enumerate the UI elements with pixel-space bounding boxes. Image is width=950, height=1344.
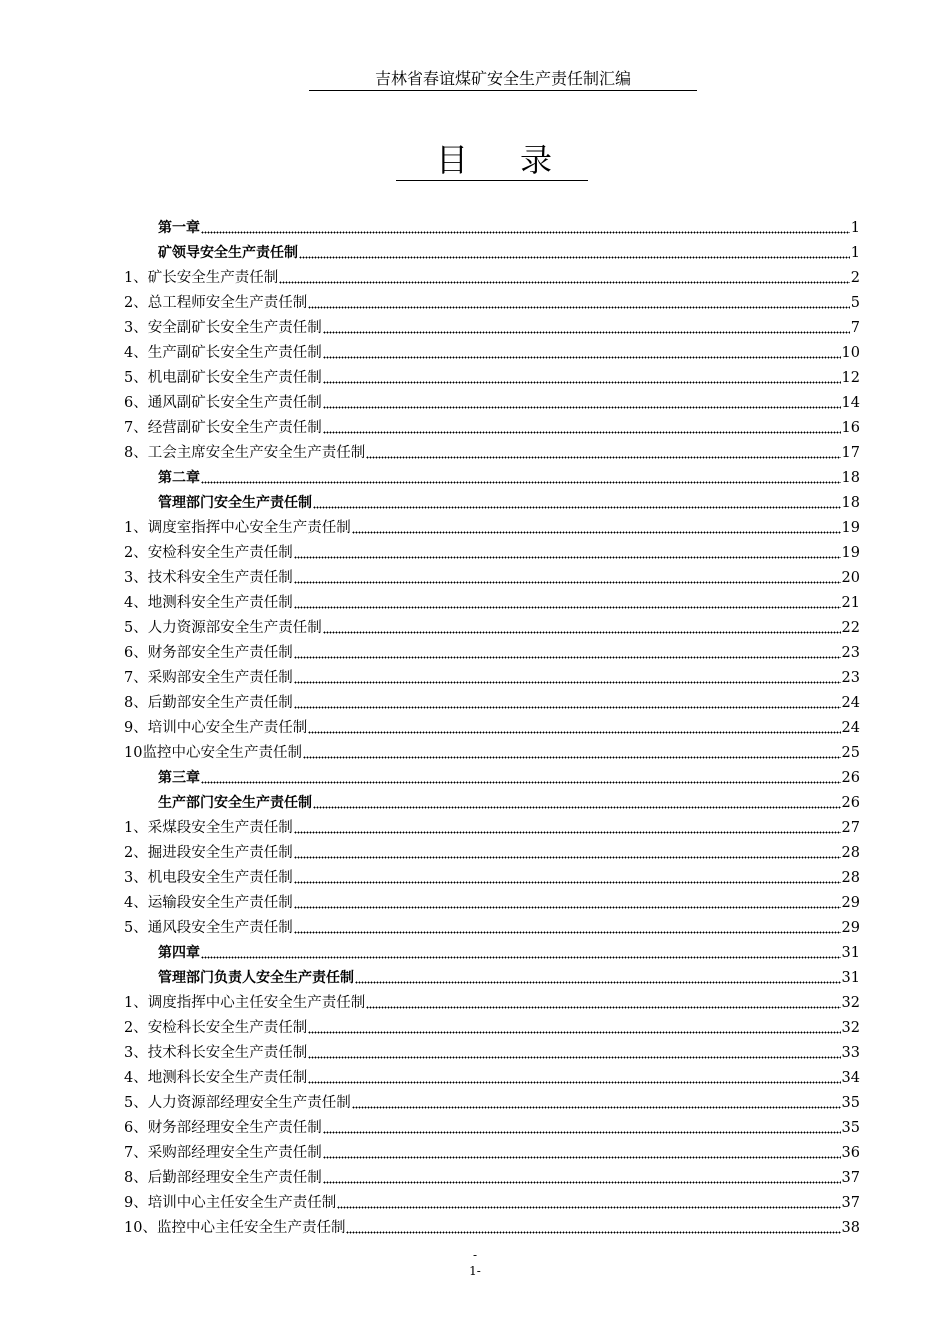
dot-leader xyxy=(323,428,841,434)
dot-leader xyxy=(308,728,840,734)
toc-entry[interactable] xyxy=(124,566,860,591)
dot-leader xyxy=(323,328,850,334)
toc-chapter-entry[interactable] xyxy=(124,966,860,991)
toc-entry-page-number: 31 xyxy=(841,970,860,986)
toc-entry-page-number: 27 xyxy=(841,820,860,836)
dot-leader xyxy=(201,778,841,784)
toc-entry[interactable] xyxy=(124,1066,860,1091)
toc-entry-page-number: 26 xyxy=(841,770,860,786)
toc-entry[interactable] xyxy=(124,266,860,291)
toc-entry-page-number: 26 xyxy=(841,795,860,811)
page-number: 1- xyxy=(469,1264,481,1278)
dot-leader xyxy=(303,753,841,759)
dot-leader xyxy=(366,1003,840,1009)
toc-entry-page-number: 18 xyxy=(841,495,860,511)
dot-leader xyxy=(323,403,841,409)
page-header-title: 吉林省春谊煤矿安全生产责任制汇编 xyxy=(309,68,697,91)
toc-entry-page-number: 34 xyxy=(841,1070,860,1086)
toc-entry-page-number: 28 xyxy=(841,845,860,861)
toc-entry[interactable] xyxy=(124,1191,860,1216)
toc-entry-text: 2、安检科安全生产责任制 xyxy=(124,545,293,561)
toc-entry-text: 5、人力资源部经理安全生产责任制 xyxy=(124,1095,351,1111)
dot-leader xyxy=(346,1228,840,1234)
toc-entry-text: 5、通风段安全生产责任制 xyxy=(124,920,293,936)
toc-entry-page-number: 20 xyxy=(841,570,860,586)
toc-chapter-entry[interactable] xyxy=(124,941,860,966)
toc-chapter-entry[interactable] xyxy=(124,766,860,791)
toc-title-char-2: 录 xyxy=(520,141,553,179)
toc-entry-text: 8、后勤部安全生产责任制 xyxy=(124,695,293,711)
dot-leader xyxy=(294,828,841,834)
toc-entry[interactable] xyxy=(124,816,860,841)
toc-entry-text: 2、掘进段安全生产责任制 xyxy=(124,845,293,861)
dot-leader xyxy=(294,578,841,584)
toc-entry-page-number: 23 xyxy=(841,670,860,686)
toc-entry-text: 1、调度指挥中心主任安全生产责任制 xyxy=(124,995,366,1011)
toc-entry-page-number: 18 xyxy=(841,470,860,486)
dot-leader xyxy=(308,1053,840,1059)
dot-leader xyxy=(355,978,841,984)
toc-entry[interactable] xyxy=(124,366,860,391)
dot-leader xyxy=(323,1153,841,1159)
toc-entry-text: 5、人力资源部安全生产责任制 xyxy=(124,620,322,636)
toc-entry-page-number: 10 xyxy=(841,345,860,361)
dot-leader xyxy=(294,603,841,609)
toc-entry[interactable] xyxy=(124,316,860,341)
toc-entry[interactable] xyxy=(124,866,860,891)
toc-entry-text: 9、培训中心安全生产责任制 xyxy=(124,720,308,736)
toc-entry-text: 管理部门负责人安全生产责任制 xyxy=(158,970,354,986)
toc-entry-text: 3、技术科长安全生产责任制 xyxy=(124,1045,308,1061)
toc-entry-page-number: 25 xyxy=(841,745,860,761)
toc-entry-text: 8、后勤部经理安全生产责任制 xyxy=(124,1170,322,1186)
toc-title xyxy=(396,140,588,181)
toc-entry-page-number: 24 xyxy=(841,695,860,711)
toc-entry-page-number: 35 xyxy=(841,1120,860,1136)
dot-leader xyxy=(294,903,841,909)
dot-leader xyxy=(337,1203,840,1209)
toc-entry[interactable] xyxy=(124,1016,860,1041)
toc-entry-text: 3、安全副矿长安全生产责任制 xyxy=(124,320,322,336)
toc-entry-page-number: 1 xyxy=(850,245,860,261)
dot-leader xyxy=(294,878,841,884)
toc-entry-page-number: 1 xyxy=(850,220,860,236)
toc-entry[interactable] xyxy=(124,516,860,541)
toc-entry[interactable] xyxy=(124,916,860,941)
toc-entry-text: 2、安检科长安全生产责任制 xyxy=(124,1020,308,1036)
toc-entry[interactable] xyxy=(124,991,860,1016)
toc-entry-text: 10监控中心安全生产责任制 xyxy=(124,745,302,761)
toc-entry[interactable] xyxy=(124,1041,860,1066)
toc-entry-text: 8、工会主席安全生产安全生产责任制 xyxy=(124,445,366,461)
toc-entry-page-number: 17 xyxy=(841,445,860,461)
toc-entry-text: 7、采购部经理安全生产责任制 xyxy=(124,1145,322,1161)
toc-entry[interactable] xyxy=(124,1116,860,1141)
toc-entry[interactable] xyxy=(124,741,860,766)
dot-leader xyxy=(294,853,841,859)
dot-leader xyxy=(308,1028,840,1034)
toc-entry-text: 6、财务部安全生产责任制 xyxy=(124,645,293,661)
toc-chapter-entry[interactable] xyxy=(124,216,860,241)
toc-entry[interactable] xyxy=(124,1091,860,1116)
toc-entry-page-number: 28 xyxy=(841,870,860,886)
toc-entry-text: 3、技术科安全生产责任制 xyxy=(124,570,293,586)
toc-chapter-entry[interactable] xyxy=(124,241,860,266)
toc-entry-page-number: 23 xyxy=(841,645,860,661)
toc-entry[interactable] xyxy=(124,1166,860,1191)
dot-leader xyxy=(279,278,850,284)
dot-leader xyxy=(294,678,841,684)
dot-leader xyxy=(313,503,841,509)
toc-entry-text: 7、经营副矿长安全生产责任制 xyxy=(124,420,322,436)
toc-chapter-entry[interactable] xyxy=(124,791,860,816)
toc-entry[interactable] xyxy=(124,441,860,466)
toc-entry-text: 第四章 xyxy=(158,945,200,961)
toc-entry-page-number: 31 xyxy=(841,945,860,961)
dot-leader xyxy=(308,303,850,309)
toc-entry[interactable] xyxy=(124,391,860,416)
toc-entry-page-number: 16 xyxy=(841,420,860,436)
toc-entry[interactable] xyxy=(124,341,860,366)
toc-entry-page-number: 32 xyxy=(841,995,860,1011)
toc-entry-text: 4、生产副矿长安全生产责任制 xyxy=(124,345,322,361)
dot-leader xyxy=(294,653,841,659)
page-footer xyxy=(0,1248,950,1278)
toc-entry-page-number: 14 xyxy=(841,395,860,411)
toc-entry-text: 4、运输段安全生产责任制 xyxy=(124,895,293,911)
toc-entry[interactable] xyxy=(124,841,860,866)
toc-entry-page-number: 5 xyxy=(850,295,860,311)
toc-entry-text: 第二章 xyxy=(158,470,200,486)
toc-entry-text: 矿领导安全生产责任制 xyxy=(158,245,298,261)
toc-entry-text: 生产部门安全生产责任制 xyxy=(158,795,312,811)
toc-entry-page-number: 29 xyxy=(841,920,860,936)
toc-entry[interactable] xyxy=(124,691,860,716)
toc-entry-text: 第一章 xyxy=(158,220,200,236)
toc-entry-page-number: 7 xyxy=(850,320,860,336)
dot-leader xyxy=(313,803,841,809)
dot-leader xyxy=(201,953,841,959)
toc-entry[interactable] xyxy=(124,891,860,916)
toc-entry-text: 1、调度室指挥中心安全生产责任制 xyxy=(124,520,351,536)
dot-leader xyxy=(366,453,840,459)
toc-entry-text: 管理部门安全生产责任制 xyxy=(158,495,312,511)
toc-entry[interactable] xyxy=(124,291,860,316)
toc-entry-page-number: 38 xyxy=(841,1220,860,1236)
dot-leader xyxy=(294,553,841,559)
toc-entry[interactable] xyxy=(124,591,860,616)
dot-leader xyxy=(201,228,850,234)
toc-entry-page-number: 12 xyxy=(841,370,860,386)
dot-leader xyxy=(294,928,841,934)
toc-entry-page-number: 19 xyxy=(841,545,860,561)
dot-leader xyxy=(323,378,841,384)
toc-entry-text: 9、培训中心主任安全生产责任制 xyxy=(124,1195,337,1211)
toc-entry-text: 4、地测科长安全生产责任制 xyxy=(124,1070,308,1086)
toc-chapter-entry[interactable] xyxy=(124,466,860,491)
dot-leader xyxy=(352,1103,841,1109)
dot-leader xyxy=(294,703,841,709)
toc-chapter-entry[interactable] xyxy=(124,491,860,516)
toc-entry-page-number: 19 xyxy=(841,520,860,536)
toc-entry-page-number: 29 xyxy=(841,895,860,911)
toc-entry-page-number: 37 xyxy=(841,1170,860,1186)
toc-entry-page-number: 24 xyxy=(841,720,860,736)
toc-entry[interactable] xyxy=(124,1216,860,1241)
footer-mark: - xyxy=(472,1248,478,1262)
toc-entry[interactable] xyxy=(124,716,860,741)
toc-entry-text: 5、机电副矿长安全生产责任制 xyxy=(124,370,322,386)
table-of-contents xyxy=(124,216,860,1241)
toc-entry[interactable] xyxy=(124,641,860,666)
toc-entry-text: 6、财务部经理安全生产责任制 xyxy=(124,1120,322,1136)
dot-leader xyxy=(308,1078,840,1084)
toc-entry-page-number: 33 xyxy=(841,1045,860,1061)
dot-leader xyxy=(323,628,841,634)
dot-leader xyxy=(323,353,841,359)
toc-entry-page-number: 21 xyxy=(841,595,860,611)
toc-entry-text: 第三章 xyxy=(158,770,200,786)
toc-entry[interactable] xyxy=(124,666,860,691)
toc-entry[interactable] xyxy=(124,1141,860,1166)
toc-entry-text: 10、监控中心主任安全生产责任制 xyxy=(124,1220,346,1236)
toc-entry[interactable] xyxy=(124,616,860,641)
dot-leader xyxy=(299,253,850,259)
toc-entry[interactable] xyxy=(124,541,860,566)
toc-entry-text: 1、采煤段安全生产责任制 xyxy=(124,820,293,836)
toc-entry-page-number: 36 xyxy=(841,1145,860,1161)
dot-leader xyxy=(352,528,841,534)
toc-entry-text: 7、采购部安全生产责任制 xyxy=(124,670,293,686)
toc-entry-text: 4、地测科安全生产责任制 xyxy=(124,595,293,611)
toc-entry-text: 2、总工程师安全生产责任制 xyxy=(124,295,308,311)
toc-entry-page-number: 37 xyxy=(841,1195,860,1211)
toc-entry-text: 1、矿长安全生产责任制 xyxy=(124,270,279,286)
toc-entry-page-number: 22 xyxy=(841,620,860,636)
dot-leader xyxy=(201,478,841,484)
toc-entry-text: 6、通风副矿长安全生产责任制 xyxy=(124,395,322,411)
dot-leader xyxy=(323,1128,841,1134)
toc-title-char-1: 目 xyxy=(436,141,469,179)
toc-entry-text: 3、机电段安全生产责任制 xyxy=(124,870,293,886)
dot-leader xyxy=(323,1178,841,1184)
toc-entry-page-number: 35 xyxy=(841,1095,860,1111)
toc-entry-page-number: 32 xyxy=(841,1020,860,1036)
toc-entry-page-number: 2 xyxy=(850,270,860,286)
toc-entry[interactable] xyxy=(124,416,860,441)
